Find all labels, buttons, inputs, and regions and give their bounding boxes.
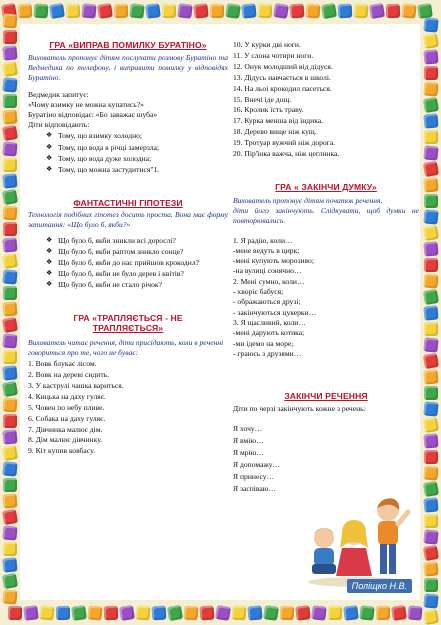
toy-block bbox=[2, 189, 18, 205]
toy-block bbox=[424, 386, 438, 400]
toy-block bbox=[423, 369, 438, 384]
toy-block bbox=[423, 33, 439, 49]
children-illustration bbox=[302, 488, 414, 588]
hypotheses-list bbox=[46, 235, 228, 291]
toy-block bbox=[359, 605, 374, 620]
diamond-bullet-icon: ❖ bbox=[46, 165, 53, 174]
list-item: Я допомажу… bbox=[233, 460, 281, 470]
toy-block bbox=[423, 401, 438, 416]
section-finish-thought bbox=[233, 182, 419, 359]
list-item: -мені дарують котика; bbox=[233, 328, 305, 338]
toy-block bbox=[423, 305, 438, 320]
diamond-bullet-icon: ❖ bbox=[46, 153, 53, 162]
list-item: 11. У слона чотири ноги. bbox=[233, 50, 314, 60]
list-item: 4. Кицька на даху гуляє. bbox=[28, 391, 106, 401]
toy-block bbox=[2, 509, 18, 525]
toy-block bbox=[56, 606, 70, 620]
list-item: Я вмію… bbox=[233, 436, 264, 446]
section-intro: Вихователь пропонує дітям послухати розмову Буратіно та Ведмедика по телефону, і виправити помилку у відповідях Буратіно. bbox=[28, 53, 228, 83]
toy-block bbox=[401, 3, 416, 18]
toy-block bbox=[407, 605, 422, 620]
section-title: ГРА « ЗАКІНЧИ ДУМКУ» bbox=[275, 181, 377, 192]
list-item: -ми ідемо на море; bbox=[233, 338, 294, 348]
toy-block bbox=[423, 81, 438, 96]
toy-block bbox=[424, 258, 438, 272]
toy-block bbox=[23, 605, 39, 621]
section-intro: Діти по черзі закінчують кожне з речень: bbox=[233, 404, 366, 414]
toy-block bbox=[417, 3, 433, 19]
list-item: ❖ Тому, що вода в річці замерзла; bbox=[46, 142, 160, 152]
section-intro-1: Вихователь пропонує дітям початок речення, bbox=[233, 195, 383, 205]
thought-lines bbox=[233, 236, 419, 360]
section-intro: Технологія подібних гіпотез досить проста. Вона має форму запитання: «Що було б, якби?» bbox=[28, 210, 228, 230]
list-item: 1. Я радію, коли… bbox=[233, 235, 293, 245]
diamond-bullet-icon: ❖ bbox=[46, 269, 53, 278]
diamond-bullet-icon: ❖ bbox=[46, 280, 53, 289]
toy-block bbox=[423, 417, 439, 433]
list-item: 13. Дідусь навчається в школі. bbox=[233, 72, 331, 82]
toy-block bbox=[2, 61, 18, 77]
toy-block bbox=[2, 381, 18, 397]
toy-block bbox=[423, 545, 439, 561]
section-fantastic-hypotheses bbox=[28, 198, 228, 290]
right-column bbox=[233, 40, 419, 495]
list-item: 12. Онук молодший від дідуся. bbox=[233, 61, 333, 71]
list-item: 15. Внечі іде дощ. bbox=[233, 94, 292, 104]
toy-block bbox=[424, 66, 438, 80]
toy-block bbox=[184, 606, 199, 621]
list-item: Я заспіваю… bbox=[233, 484, 277, 494]
list-item: 1. Вовк блукає лісом. bbox=[28, 359, 97, 369]
toy-block bbox=[49, 3, 65, 19]
toy-block bbox=[81, 3, 96, 18]
toy-block bbox=[2, 141, 17, 156]
toy-block bbox=[423, 353, 439, 369]
toy-block bbox=[391, 605, 407, 621]
toy-block bbox=[295, 605, 310, 620]
list-item: 3. У каструлі чашка вариться. bbox=[28, 380, 124, 390]
toy-block bbox=[424, 322, 438, 336]
toy-block bbox=[423, 433, 438, 448]
bear-question: «Чому взимку не можна купатись?» bbox=[28, 99, 144, 109]
toy-block bbox=[423, 241, 438, 256]
toy-block bbox=[247, 605, 262, 620]
toy-block bbox=[423, 113, 438, 128]
toy-block bbox=[200, 606, 215, 621]
toy-block bbox=[273, 3, 289, 19]
toy-block bbox=[423, 561, 438, 576]
list-item: 9. Кіт купив ковбасу. bbox=[28, 446, 96, 456]
section-title: ФАНТАСТИЧНІ ГІПОТЕЗИ bbox=[73, 198, 183, 209]
toy-block bbox=[2, 77, 17, 92]
diamond-bullet-icon: ❖ bbox=[46, 131, 53, 140]
toy-block bbox=[114, 4, 128, 18]
toy-block bbox=[71, 605, 87, 621]
toy-block bbox=[424, 514, 438, 528]
toy-block bbox=[423, 481, 439, 497]
toy-block bbox=[2, 365, 17, 380]
toy-block bbox=[2, 125, 18, 141]
toy-block bbox=[104, 606, 118, 620]
toy-block bbox=[225, 3, 241, 19]
list-item: - хворіє бабуся; bbox=[233, 287, 284, 297]
section-title-line-1: ГРА «ТРАПЛЯЄТЬСЯ - НЕ bbox=[73, 312, 183, 323]
toy-block bbox=[354, 4, 369, 19]
toy-block bbox=[2, 317, 18, 333]
list-item: ❖ Що було б, якби раптом зникло сонце? bbox=[46, 246, 184, 256]
toy-block bbox=[423, 609, 439, 625]
toy-block bbox=[2, 173, 17, 188]
toy-block bbox=[3, 222, 17, 236]
diamond-bullet-icon: ❖ bbox=[46, 235, 53, 244]
list-item: 17. Курка менша від індика. bbox=[233, 116, 324, 126]
list-item: 10. У курки дві ноги. bbox=[233, 40, 301, 49]
toy-block bbox=[369, 3, 385, 19]
toy-block bbox=[2, 269, 17, 284]
toy-block bbox=[423, 225, 439, 241]
list-item: -мене ведуть в цирк; bbox=[233, 245, 300, 255]
toy-block bbox=[424, 450, 438, 464]
sentences-list bbox=[28, 359, 228, 457]
list-item: ❖ Тому, що взимку холодно; bbox=[46, 131, 143, 141]
list-item: 5. Човен по небу пливе. bbox=[28, 402, 105, 412]
toy-block bbox=[306, 4, 321, 19]
list-item: Я мрію… bbox=[233, 448, 264, 458]
toy-block bbox=[2, 445, 18, 461]
toy-block bbox=[3, 286, 17, 300]
toy-block bbox=[2, 461, 17, 476]
toy-block bbox=[87, 605, 102, 620]
toy-block bbox=[328, 606, 342, 620]
toy-block bbox=[2, 253, 18, 269]
list-item: 7. Дівчинка малює дім. bbox=[28, 424, 103, 434]
toy-block bbox=[2, 237, 17, 252]
toy-block bbox=[241, 3, 256, 18]
bear-asks-label: Ведмедик запитує: bbox=[28, 89, 89, 99]
toy-block bbox=[263, 605, 279, 621]
toy-block bbox=[423, 337, 438, 352]
section-happens-not-happens bbox=[28, 313, 228, 458]
toy-block bbox=[280, 606, 294, 620]
list-item: ❖ Що було б, якби не було дерев і квітів? bbox=[46, 269, 184, 279]
section-finish-sentence bbox=[233, 391, 419, 495]
list-item: -на вулиці сонячно… bbox=[233, 266, 302, 276]
section-title-line-2: ТРАПЛЯЄТЬСЯ» bbox=[92, 322, 164, 333]
list-item: Я принесу… bbox=[233, 472, 275, 482]
toy-block bbox=[290, 4, 305, 19]
list-item: 8. Дім малює дівчинку. bbox=[28, 435, 103, 445]
list-item: - ображаються друзі; bbox=[233, 297, 301, 307]
toy-block bbox=[424, 578, 438, 592]
list-item: 14. На льоі крокодил пасеться. bbox=[233, 83, 332, 93]
toy-block bbox=[3, 350, 17, 364]
toy-block bbox=[177, 3, 193, 19]
list-item: - закінчуються цукерки… bbox=[233, 307, 317, 317]
toy-block bbox=[8, 606, 22, 620]
diamond-bullet-icon: ❖ bbox=[46, 258, 53, 267]
buratino-answer: Буратіно відповідає: «Бо заважає шуба» bbox=[28, 110, 158, 120]
toy-block bbox=[152, 606, 167, 621]
toy-block bbox=[2, 429, 17, 444]
toy-block bbox=[423, 497, 438, 512]
toy-block bbox=[3, 94, 17, 108]
list-item: 16. Кролик їсть траву. bbox=[233, 105, 304, 115]
sentences-list-continued bbox=[233, 40, 419, 160]
list-item: ❖ Тому, що вода дуже холодна; bbox=[46, 153, 152, 163]
list-item: 6. Собака на даху гуляє. bbox=[28, 413, 106, 423]
toy-block bbox=[119, 605, 135, 621]
toy-block bbox=[210, 4, 224, 18]
toy-block bbox=[2, 525, 17, 540]
toy-block bbox=[2, 589, 17, 604]
toy-block bbox=[423, 49, 438, 64]
diamond-bullet-icon: ❖ bbox=[46, 246, 53, 255]
toy-block bbox=[424, 130, 438, 144]
list-item: - граюсь з друзями… bbox=[233, 348, 302, 358]
list-item: 19. Тротуар вужчий ніж дорога. bbox=[233, 138, 336, 148]
toy-block bbox=[343, 605, 359, 621]
toy-block bbox=[424, 194, 438, 208]
toy-block bbox=[97, 3, 113, 19]
toy-block bbox=[2, 301, 17, 316]
toy-block bbox=[376, 606, 390, 620]
list-item: 2. Вовк на дереві сидить. bbox=[28, 369, 109, 379]
toy-block bbox=[2, 109, 17, 124]
toy-block bbox=[18, 4, 33, 19]
toy-block bbox=[423, 17, 438, 32]
toy-block bbox=[232, 606, 246, 620]
toy-block bbox=[258, 4, 272, 18]
toy-block bbox=[136, 606, 151, 621]
toy-block bbox=[66, 4, 80, 18]
toy-block bbox=[215, 605, 231, 621]
toy-block bbox=[321, 3, 337, 19]
toy-block bbox=[3, 158, 17, 172]
section-title: ГРА «ВИПРАВ ПОМИЛКУ БУРАТІНО» bbox=[49, 40, 207, 50]
list-item: ❖ Що було б, якби не стало річок? bbox=[46, 280, 162, 290]
toy-block bbox=[2, 557, 17, 572]
list-item: 2. Мені сумно, коли… bbox=[233, 276, 305, 286]
toy-block bbox=[2, 205, 17, 220]
list-item: Я хочу… bbox=[233, 424, 263, 434]
sentence-starts bbox=[233, 423, 303, 495]
toy-block bbox=[39, 605, 54, 620]
section-intro: Вихователь читає речення, діти присідають, коли в реченні говориться про те, чого не буває: bbox=[28, 337, 224, 357]
toy-block bbox=[3, 30, 17, 44]
toy-block bbox=[193, 3, 208, 18]
list-item: 20. Пір'їнка важча, ніж цеглинка. bbox=[233, 149, 340, 159]
list-item: 3. Я щасливий, коли… bbox=[233, 317, 306, 327]
list-item: 18. Дерево вище ніж кущ. bbox=[233, 127, 317, 137]
author-signature: Поліщко Н.В. bbox=[347, 579, 412, 593]
toy-block bbox=[423, 593, 438, 608]
toy-block bbox=[423, 273, 438, 288]
answers-list bbox=[46, 130, 228, 175]
section-fix-buratino bbox=[28, 40, 228, 175]
list-item: ❖ Що було б, якби зникли всі дорослі? bbox=[46, 235, 176, 245]
toy-block bbox=[2, 397, 17, 412]
list-item: ❖ Що було б, якби до нас прийшов крокодил? bbox=[46, 258, 199, 268]
toy-block bbox=[162, 4, 176, 18]
diamond-bullet-icon: ❖ bbox=[46, 142, 53, 151]
toy-block bbox=[338, 4, 353, 19]
list-item: -мені купують морозиво; bbox=[233, 256, 314, 266]
toy-block bbox=[167, 605, 183, 621]
toy-block bbox=[423, 465, 438, 480]
toy-block bbox=[423, 529, 438, 544]
document-page bbox=[20, 24, 420, 600]
toy-block bbox=[3, 542, 17, 556]
toy-block bbox=[129, 3, 144, 18]
left-column bbox=[28, 40, 228, 457]
toy-block bbox=[2, 573, 18, 589]
toy-block bbox=[34, 4, 49, 19]
toy-block bbox=[145, 3, 161, 19]
list-item: ❖ Тому, що можна застудитися"1. bbox=[46, 165, 160, 175]
toy-block bbox=[423, 161, 439, 177]
toy-block bbox=[423, 97, 439, 113]
toy-block bbox=[2, 45, 17, 60]
toy-block bbox=[3, 414, 17, 428]
toy-block bbox=[311, 605, 327, 621]
toy-block bbox=[423, 177, 438, 192]
toy-block bbox=[2, 13, 17, 28]
children-answer-label: Діти відповідають: bbox=[28, 120, 90, 130]
toy-block bbox=[2, 333, 17, 348]
toy-block bbox=[423, 289, 439, 305]
section-title: ЗАКІНЧИ РЕЧЕННЯ bbox=[284, 391, 368, 402]
section-intro-2: діти його закінчують. Слідкувати, щоб думки не повторювались. bbox=[233, 206, 419, 226]
toy-block bbox=[423, 145, 438, 160]
toy-block bbox=[423, 209, 438, 224]
toy-block bbox=[3, 478, 17, 492]
toy-block bbox=[2, 493, 17, 508]
toy-block bbox=[386, 4, 400, 18]
